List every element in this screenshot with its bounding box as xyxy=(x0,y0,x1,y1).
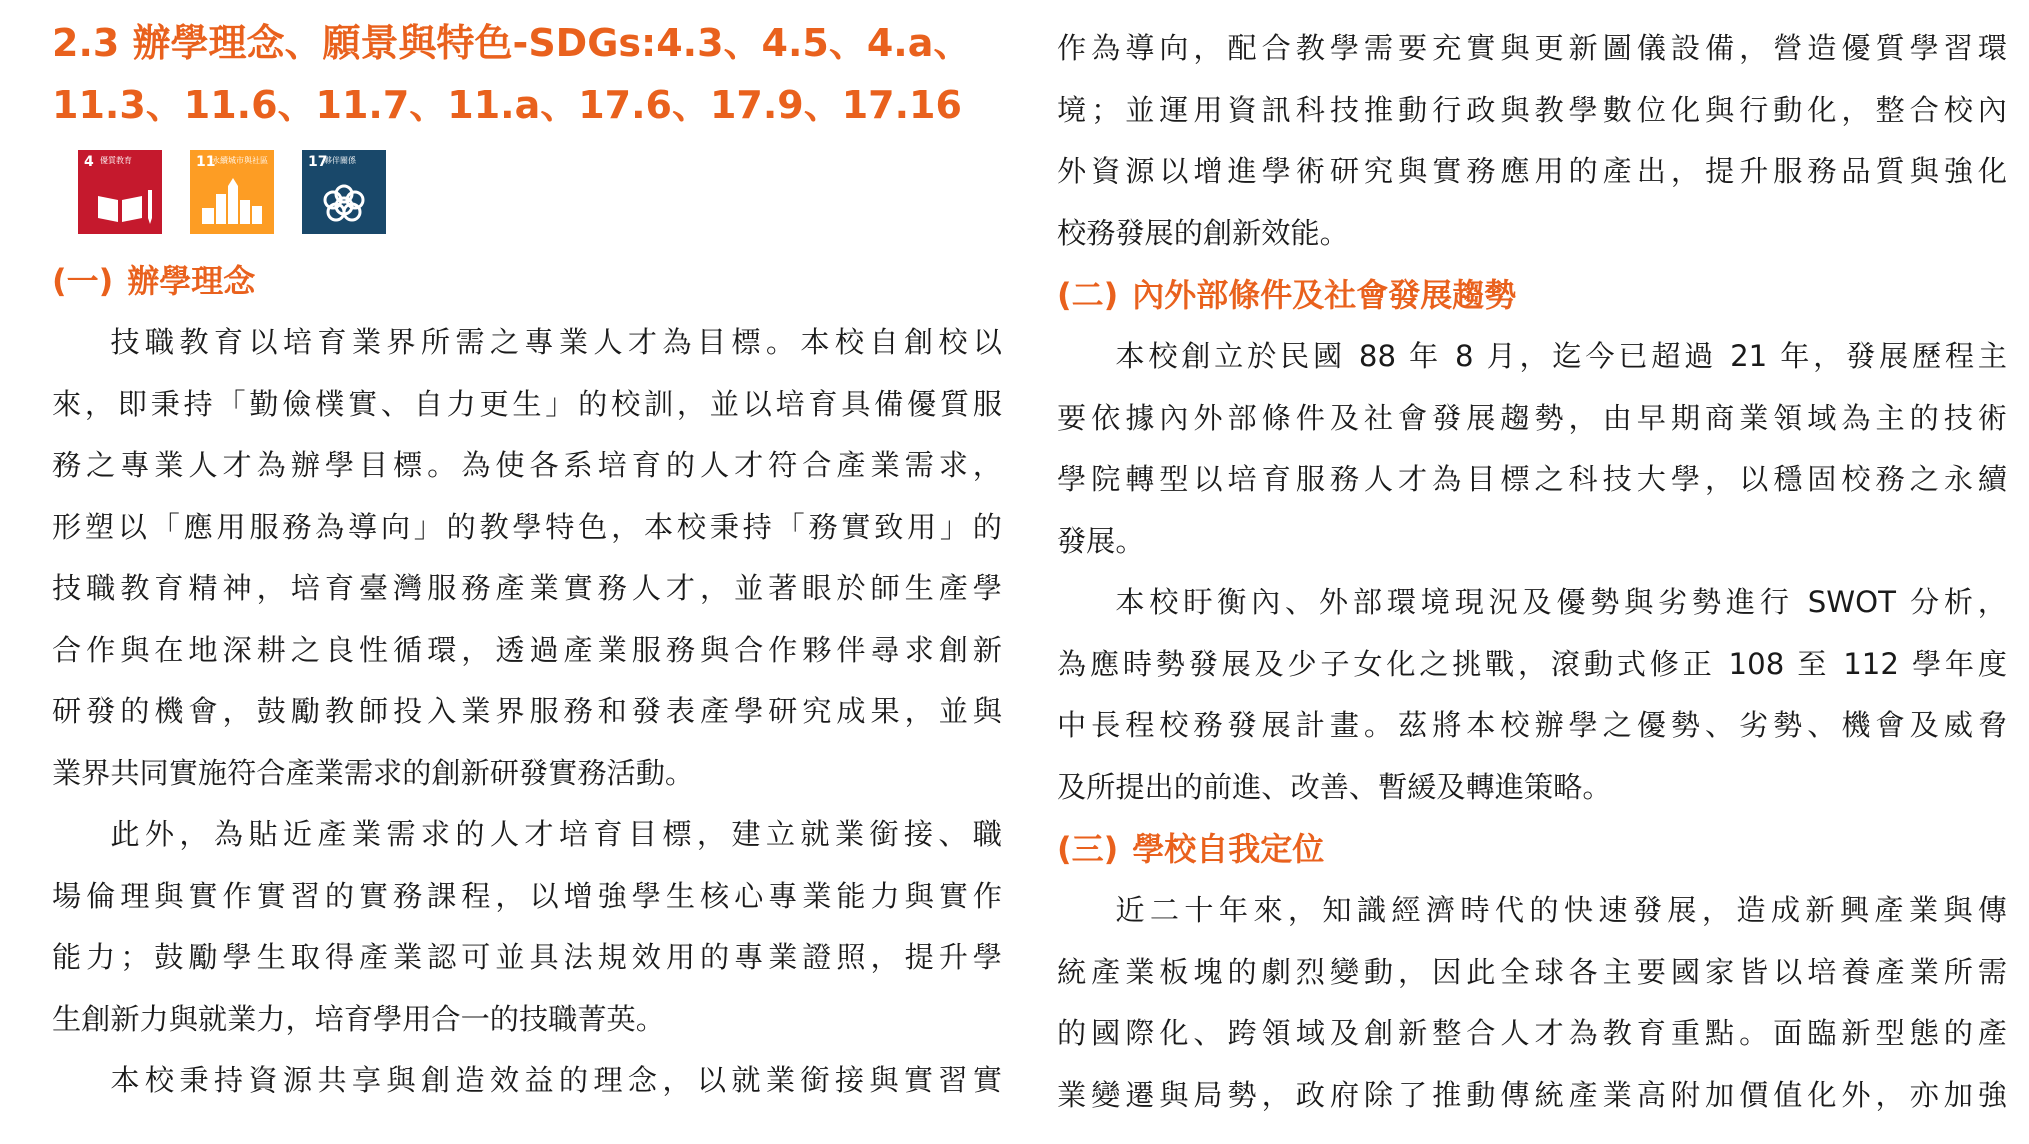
section-title xyxy=(52,12,1002,136)
text-line: 技職教育以培育業界所需之專業人才為目標。本校自創校以 xyxy=(110,325,1002,359)
sdg-number: 11 xyxy=(196,154,216,170)
text-line: 此外，為貼近產業需求的人才培育目標，建立就業銜接、職 xyxy=(110,817,1002,851)
text-line: 能力；鼓勵學生取得產業認可並具法規效用的專業證照，提升學 xyxy=(52,940,1002,974)
section-title-line-1: 2.3 辦學理念、願景與特色-SDGs:4.3、4.5、4.a、 xyxy=(52,21,972,65)
sdg-number: 17 xyxy=(308,154,328,170)
text-line: 為應時勢發展及少子女化之挑戰，滾動式修正 108 至 112 學年度 xyxy=(1057,646,2007,681)
text-line: 生創新力與就業力，培育學用合一的技職菁英。 xyxy=(52,1001,665,1036)
section-title-line-2: 11.3、11.6、11.7、11.a、17.6、17.9、17.16 xyxy=(52,83,962,127)
sdg-name: 優質教育 xyxy=(100,156,132,165)
text-line: 本校秉持資源共享與創造效益的理念，以就業銜接與實習實 xyxy=(110,1063,1002,1097)
text-line: 境；並運用資訊科技推動行政與教學數位化與行動化，整合校內 xyxy=(1057,92,2007,127)
text-line: 業變遷與局勢，政府除了推動傳統產業高附加價值化外，亦加強 xyxy=(1057,1077,2007,1112)
heading-text: 內外部條件及社會發展趨勢 xyxy=(1132,276,1517,314)
text-line: 合作與在地深耕之良性循環，透過產業服務與合作夥伴尋求創新 xyxy=(52,632,1002,667)
sdg-icon-row xyxy=(78,150,1002,234)
paragraph-s2-2 xyxy=(1057,572,2007,818)
left-column xyxy=(52,0,1002,1112)
text-line: 形塑以「應用服務為導向」的教學特色，本校秉持「務實致用」的 xyxy=(52,509,1002,544)
text-line: 來，即秉持「勤儉樸實、自力更生」的校訓，並以培育具備優質服 xyxy=(52,386,1002,421)
text-line: 的國際化、跨領域及創新整合人才為教育重點。面臨新型態的產 xyxy=(1057,1016,2007,1050)
paragraph-s3-1 xyxy=(1057,880,2007,1126)
paragraph-s2-1 xyxy=(1057,326,2007,572)
text-line: 技職教育精神，培育臺灣服務產業實務人才，並著眼於師生產學 xyxy=(52,571,1002,605)
text-line: 發展。 xyxy=(1057,523,1145,558)
text-line: 本校盱衡內、外部環境現況及優勢與劣勢進行 SWOT 分析， xyxy=(1115,585,2007,619)
heading-text: 辦學理念 xyxy=(127,262,256,300)
sdg-4-quality-education-icon xyxy=(78,150,162,234)
text-line: 研發的機會，鼓勵教師投入業界服務和發表產學研究成果，並與 xyxy=(52,694,1002,728)
text-line: 學院轉型以培育服務人才為目標之科技大學，以穩固校務之永續 xyxy=(1057,462,2007,496)
text-line: 要依據內外部條件及社會發展趨勢，由早期商業領域為主的技術 xyxy=(1057,400,2007,435)
heading-s2 xyxy=(1057,264,2007,326)
text-line: 統產業板塊的劇烈變動，因此全球各主要國家皆以培養產業所需 xyxy=(1057,954,2007,989)
text-line: 近二十年來，知識經濟時代的快速發展，造成新興產業與傳 xyxy=(1115,893,2007,927)
paragraph-s1-3-continued xyxy=(1057,18,2007,264)
sdg-name: 永續城市與社區 xyxy=(212,156,268,165)
text-line: 外資源以增進學術研究與實務應用的產出，提升服務品質與強化 xyxy=(1057,154,2007,188)
heading-s1 xyxy=(52,250,1002,312)
text-line: 場倫理與實作實習的實務課程，以增強學生核心專業能力與實作 xyxy=(52,878,1002,913)
text-line: 及所提出的前進、改善、暫緩及轉進策略。 xyxy=(1057,769,1612,804)
text-line: 務之專業人才為辦學目標。為使各系培育的人才符合產業需求， xyxy=(52,448,1002,482)
sdg-17-partnerships-icon xyxy=(302,150,386,234)
text-line: 作為導向，配合教學需要充實與更新圖儀設備，營造優質學習環 xyxy=(1057,31,2007,65)
heading-number: (一) xyxy=(52,262,114,300)
heading-number: (三) xyxy=(1057,830,1119,868)
heading-number: (二) xyxy=(1057,276,1119,314)
text-line: 校務發展的創新效能。 xyxy=(1057,215,1349,250)
sdg-number: 4 xyxy=(84,154,94,170)
right-column xyxy=(1057,0,2007,1126)
sdg-11-sustainable-cities-icon xyxy=(190,150,274,234)
paragraph-s1-2 xyxy=(52,804,1002,1050)
paragraph-s1-1 xyxy=(52,312,1002,804)
text-line: 業界共同實施符合產業需求的創新研發實務活動。 xyxy=(52,755,695,790)
text-line: 中長程校務發展計畫。茲將本校辦學之優勢、劣勢、機會及威脅 xyxy=(1057,708,2007,742)
heading-s3 xyxy=(1057,818,2007,880)
text-line: 本校創立於民國 88 年 8 月，迄今已超過 21 年，發展歷程主 xyxy=(1115,339,2007,373)
sdg-name: 夥伴關係 xyxy=(324,156,356,165)
heading-text: 學校自我定位 xyxy=(1132,830,1325,868)
paragraph-s1-3 xyxy=(52,1050,1002,1112)
